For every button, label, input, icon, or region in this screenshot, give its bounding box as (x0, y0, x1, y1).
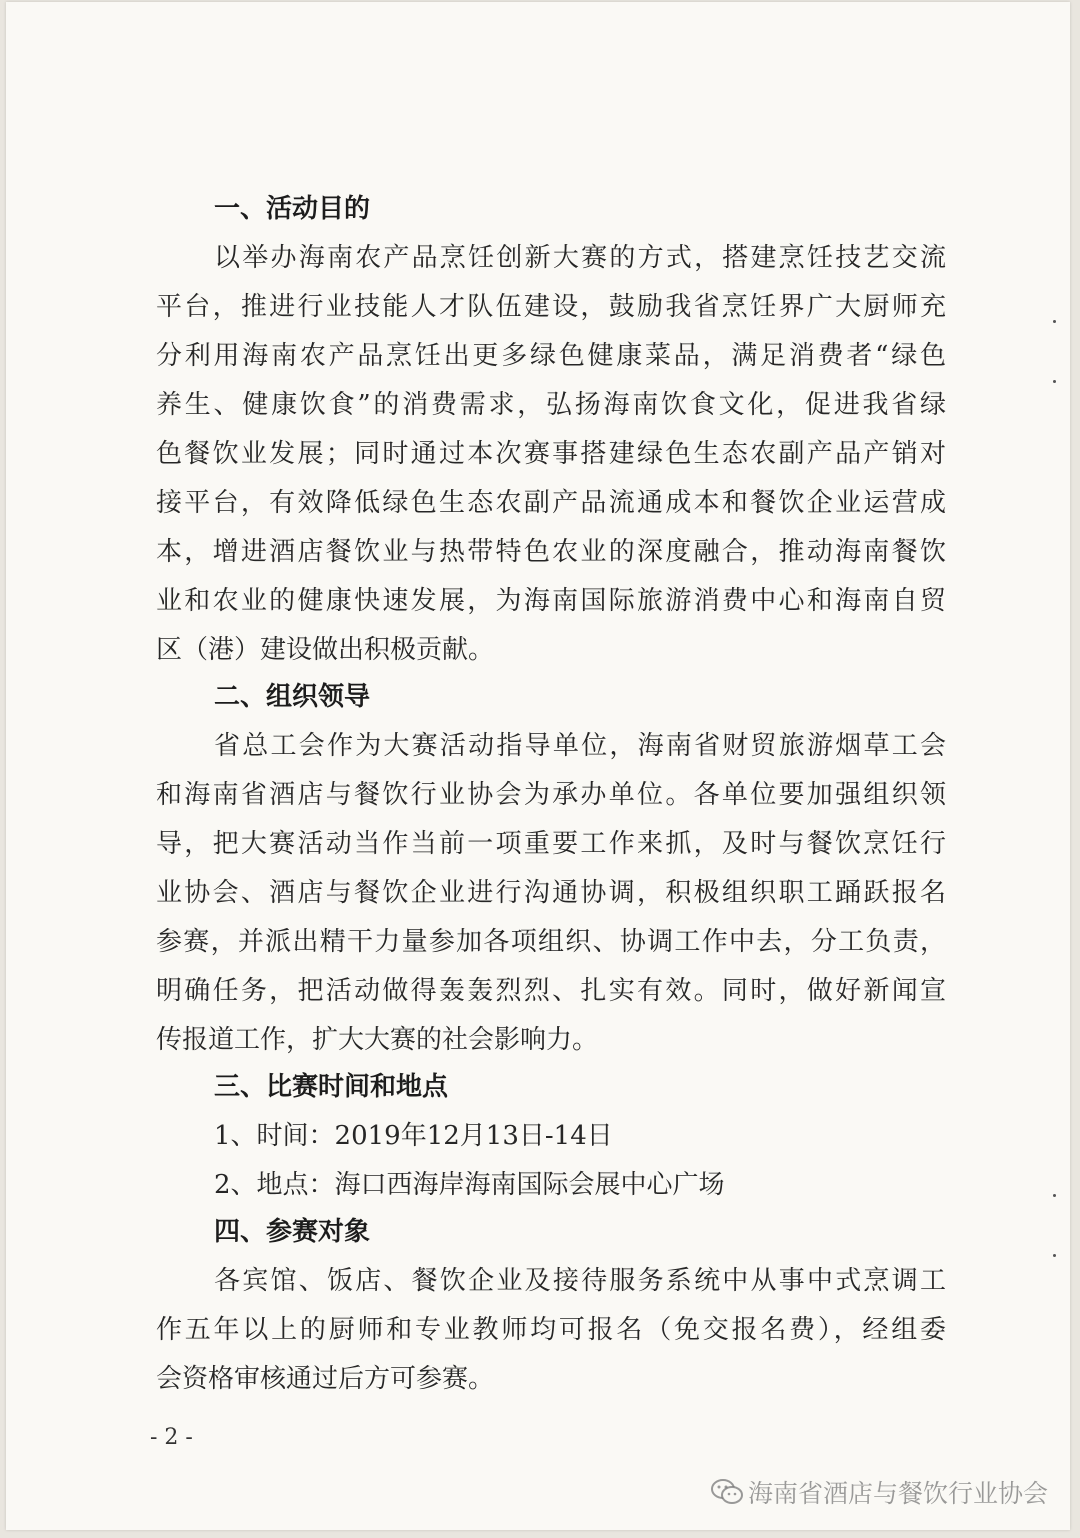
paragraph-line: 各宾馆、饭店、餐饮企业及接待服务系统中从事中式烹调工 (214, 1266, 946, 1296)
scan-speck (1053, 1194, 1056, 1197)
paragraph-line: 以举办海南农产品烹饪创新大赛的方式，搭建烹饪技艺交流 (214, 243, 946, 273)
section-heading: 三、比赛时间和地点 (214, 1072, 449, 1102)
paragraph-line: 会资格审核通过后方可参赛。 (156, 1364, 495, 1394)
paragraph-line: 本，增进酒店餐饮业与热带特色农业的深度融合，推动海南餐饮 (156, 537, 946, 567)
list-item: 2、地点：海口西海岸海南国际会展中心广场 (214, 1170, 725, 1200)
paragraph-line: 作五年以上的厨师和专业教师均可报名（免交报名费），经组委 (156, 1315, 946, 1345)
paragraph-line: 分利用海南农产品烹饪出更多绿色健康菜品，满足消费者“绿色 (156, 341, 946, 371)
paragraph-line: 区（港）建设做出积极贡献。 (156, 635, 495, 665)
scan-speck (1053, 380, 1056, 383)
paragraph-line: 平台，推进行业技能人才队伍建设，鼓励我省烹饪界广大厨师充 (156, 292, 946, 322)
wechat-icon (710, 1477, 744, 1507)
section-heading: 二、组织领导 (214, 682, 371, 712)
paragraph-line: 业和农业的健康快速发展，为海南国际旅游消费中心和海南自贸 (156, 586, 946, 616)
paragraph-line: 传报道工作，扩大大赛的社会影响力。 (156, 1025, 599, 1055)
scan-speck (1053, 1254, 1056, 1257)
paragraph-line: 业协会、酒店与餐饮企业进行沟通协调，积极组织职工踊跃报名 (156, 878, 946, 908)
document-page (6, 2, 1070, 1530)
paragraph-line: 色餐饮业发展；同时通过本次赛事搭建绿色生态农副产品产销对 (156, 439, 946, 469)
list-item: 1、时间：2019年12月13日-14日 (214, 1121, 613, 1151)
paragraph-line: 省总工会作为大赛活动指导单位，海南省财贸旅游烟草工会 (214, 731, 946, 761)
section-heading: 四、参赛对象 (214, 1217, 371, 1247)
section-heading: 一、活动目的 (214, 194, 371, 224)
paragraph-line: 导，把大赛活动当作当前一项重要工作来抓，及时与餐饮烹饪行 (156, 829, 946, 859)
page-number: - 2 - (150, 1425, 193, 1450)
paragraph-line: 明确任务，把活动做得轰轰烈烈、扎实有效。同时，做好新闻宣 (156, 976, 946, 1006)
watermark-text: 海南省酒店与餐饮行业协会 (748, 1479, 1049, 1508)
paragraph-line: 养生、健康饮食”的消费需求，弘扬海南饮食文化，促进我省绿 (156, 390, 946, 420)
paragraph-line: 参赛，并派出精干力量参加各项组织、协调工作中去，分工负责， (156, 927, 946, 957)
scan-speck (1053, 320, 1056, 323)
paragraph-line: 接平台，有效降低绿色生态农副产品流通成本和餐饮企业运营成 (156, 488, 946, 518)
paragraph-line: 和海南省酒店与餐饮行业协会为承办单位。各单位要加强组织领 (156, 780, 946, 810)
watermark (710, 1474, 1048, 1510)
